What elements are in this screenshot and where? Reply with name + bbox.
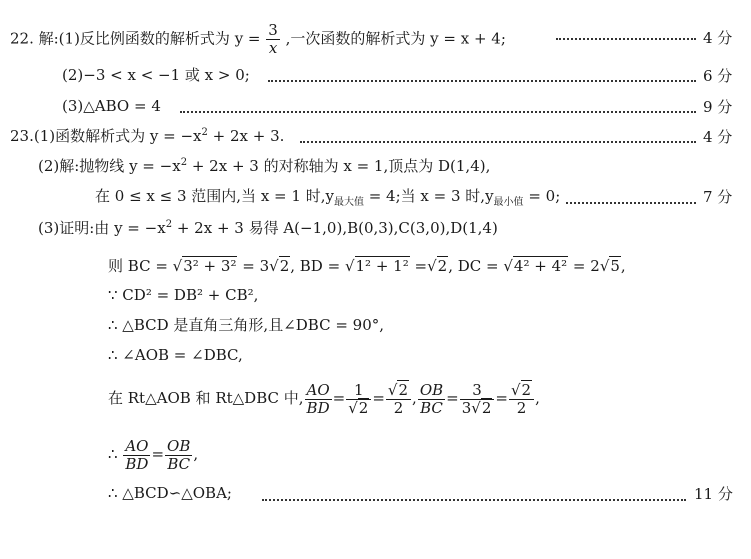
frac-ob-bc [418, 382, 445, 417]
bd-label: , BD = [290, 257, 341, 275]
score-q23-2: 7 分 [703, 188, 733, 206]
leader-dots [566, 202, 696, 204]
den: BD [306, 398, 330, 417]
angle-equal-line: ∴ ∠AOB = ∠DBC, [108, 346, 243, 364]
frac-root2-2b: $\frac{√2}{2}$ [509, 382, 534, 417]
range-text-b: = 4;当 x = 3 时,y [363, 187, 494, 205]
q22-part1 [10, 22, 506, 57]
q22-part3: (3)△ABO = 4 [62, 97, 161, 115]
num: AO [306, 380, 330, 399]
similar-line: ∴ △BCD∽△OBA; [108, 484, 232, 502]
q23-part1: 23.(1)函数解析式为 $y = -x^2 + 2x + 3$. [10, 127, 285, 145]
den: 2 [358, 398, 369, 417]
right-triangle-line: ∴ △BCD 是直角三角形,且∠DBC = 90°, [108, 316, 385, 334]
num: 1 [346, 382, 371, 400]
score-q23-1: 4 分 [703, 128, 733, 146]
den-coef: 3 [461, 398, 472, 417]
leader-dots [268, 80, 696, 82]
num: 3 [460, 382, 495, 400]
dc-label: , DC = [448, 257, 499, 275]
dc-comma: , [620, 257, 626, 275]
leader-dots [262, 499, 686, 501]
frac-denominator: x [268, 39, 278, 57]
q22-part2: (2)−3 < x < −1 或 x > 0; [62, 66, 250, 84]
q23-part2-text: (2)解:抛物线 y = −x [38, 157, 181, 175]
den: 2 [516, 398, 527, 417]
num: OB [167, 436, 191, 455]
range-text-c: = 0; [523, 187, 561, 205]
q23-part3: (3)证明:由 $y = -x^2 + 2x + 3$ 易得 A(−1,0),B(0,3),C(3,0),D(1,4) [38, 219, 498, 237]
frac-ao-bd [305, 382, 332, 417]
num: AO [125, 436, 149, 455]
bc-root: 2 [279, 257, 290, 275]
ratio-line: 在 Rt△AOB 和 Rt△DBC 中, $\frac{AO}{BD}$ = $\frac{1}{√2}$ = $\frac{√2}{2}$ , $\frac{OB}{BC}$ = $\frac{3}{3√2}$ = $\frac{√2}{2}$ , [108, 380, 540, 417]
leader-dots [180, 111, 696, 113]
num: 2 [398, 380, 409, 399]
den-root: 2 [481, 398, 492, 417]
q22-part1-tail: ,一次函数的解析式为 y = x + 4; [285, 29, 506, 48]
den: BC [167, 454, 191, 473]
q22-part1-text: 22. 解:(1)反比例函数的解析式为 y = [10, 29, 261, 48]
distance-line: 则 BC = √3² + 3² = 3√2, BD = √1² + 1² =√2, DC = √4² + 4² = 2√5, [108, 257, 626, 275]
q23-part1-text: 23.(1)函数解析式为 y = −x [10, 127, 202, 145]
ratio-intro: 在 Rt△AOB 和 Rt△DBC 中, [108, 389, 304, 407]
bc-radicand: 3² + 3² [183, 257, 237, 275]
max-sub: 最大值 [333, 197, 364, 208]
score-q22-1: 4 分 [703, 29, 733, 47]
dc-eq: = 2 [572, 257, 600, 275]
num: 2 [521, 380, 532, 399]
frac-1-root2: $\frac{1}{√2}$ [346, 382, 371, 417]
frac-ao-bd-2 [123, 438, 150, 473]
dc-radicand: 4² + 4² [513, 257, 568, 275]
min-sub: 最小值 [493, 197, 524, 208]
leader-dots [556, 38, 696, 40]
bc-eq: = 3 [242, 257, 270, 275]
q23-part3-tail: + 2x + 3 易得 A(−1,0),B(0,3),C(3,0),D(1,4) [172, 219, 498, 237]
q23-part1-tail: + 2x + 3. [207, 127, 285, 145]
score-q23-3: 11 分 [694, 485, 733, 503]
range-text-a: 在 0 ≤ x ≤ 3 范围内,当 x = 1 时,y [95, 187, 334, 205]
den: BD [125, 454, 149, 473]
frac-ob-bc-2 [165, 438, 192, 473]
q23-part3-text: (3)证明:由 y = −x [38, 219, 166, 237]
bd-radicand: 1² + 1² [355, 257, 409, 275]
score-q22-3: 9 分 [703, 98, 733, 116]
q23-part2: (2)解:抛物线 $y = -x^2 + 2x + 3$ 的对称轴为 x = 1,顶点为 D(1,4), [38, 157, 491, 175]
frac-3-3root2: $\frac{3}{3√2}$ [460, 382, 495, 417]
den: 2 [393, 398, 404, 417]
frac-numerator: 3 [268, 21, 278, 39]
ratio-conclusion: ∴ $\frac{AO}{BD}$ = $\frac{OB}{BC}$ , [108, 436, 199, 473]
q23-part2-range [95, 186, 560, 206]
bd-root: 2 [437, 257, 448, 275]
q22-fraction [266, 22, 280, 57]
bd-eq: = [414, 257, 428, 275]
leader-dots [300, 141, 696, 143]
den: BC [420, 398, 443, 417]
dc-root: 5 [610, 257, 620, 275]
num: OB [419, 380, 444, 399]
therefore-symbol: ∴ [108, 445, 118, 463]
frac-root2-2: $\frac{√2}{2}$ [386, 382, 411, 417]
q23-part2-tail: + 2x + 3 的对称轴为 x = 1,顶点为 D(1,4), [187, 157, 491, 175]
because-line: ∵ CD² = DB² + CB², [108, 286, 259, 304]
bc-label: 则 BC = [108, 257, 168, 275]
score-q22-2: 6 分 [703, 67, 733, 85]
